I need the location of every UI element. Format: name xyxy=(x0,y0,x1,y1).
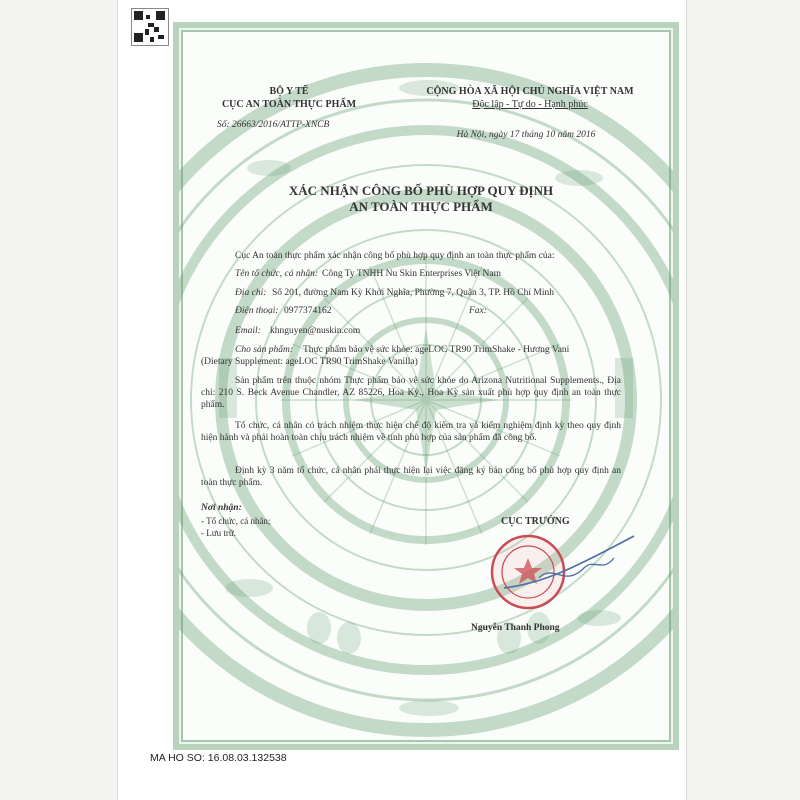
ministry-name: BỘ Y TẾ xyxy=(269,86,309,97)
org-value: Công Ty TNHH Nu Skin Enterprises Việt Nam xyxy=(322,269,501,279)
phone-label: Điện thoại: xyxy=(235,306,279,316)
signatory-name: Nguyễn Thanh Phong xyxy=(471,623,560,633)
fax-label: Fax: xyxy=(469,306,487,316)
intro-text: Cục An toàn thực phẩm xác nhận công bố phù hợp quy định an toàn thực phẩm của: xyxy=(235,251,555,261)
republic-name: CỘNG HÒA XÃ HỘI CHỦ NGHĨA VIỆT NAM xyxy=(426,86,634,97)
recipient-item: - Tổ chức, cá nhân; xyxy=(201,516,271,526)
recipient-item: - Lưu trữ. xyxy=(201,528,236,538)
certificate-title-line1: XÁC NHẬN CÔNG BỐ PHÙ HỢP QUY ĐỊNH xyxy=(288,183,554,198)
recipients-label: Nơi nhận: xyxy=(201,503,242,513)
place-date: Hà Nội, ngày 17 tháng 10 năm 2016 xyxy=(456,130,596,140)
qr-code xyxy=(131,8,169,46)
product-value-english: (Dietary Supplement: ageLOC TR90 TrimShake Vanilla) xyxy=(201,357,418,367)
agency-name: CỤC AN TOÀN THỰC PHẨM xyxy=(221,99,357,110)
record-code: MA HO SO: 16.08.03.132538 xyxy=(150,752,287,764)
email-value: khnguyen@nuskin.com xyxy=(270,326,361,336)
paragraph-manufacturer: Sản phẩm trên thuộc nhóm Thực phẩm bảo vệ sức khỏe do Arizona Nutritional Supplements., Địa chỉ: 210 S. Beck Avenue Chandler, AZ 85226, Hoa Kỳ., Hoa Kỳ sản xuất phù hợp quy định an toàn thực phẩm. xyxy=(201,376,621,410)
product-label: Cho sản phẩm: xyxy=(235,345,294,355)
official-stamp xyxy=(484,528,644,618)
document-number: Số: 26663/2016/ATTP-XNCB xyxy=(217,120,330,130)
paragraph-renewal: Định kỳ 3 năm tổ chức, cá nhân phải thực hiện lại việc đăng ký bản công bố phù hợp quy định an toàn thực phẩm. xyxy=(201,466,621,488)
national-motto: Độc lập - Tự do - Hạnh phúc xyxy=(472,99,588,110)
email-label: Email: xyxy=(235,326,261,336)
certificate-title-line2: AN TOÀN THỰC PHẨM xyxy=(349,199,493,214)
signatory-title: CỤC TRƯỞNG xyxy=(501,516,570,527)
paragraph-responsibility: Tổ chức, cá nhân có trách nhiệm thực hiện chế độ kiểm tra và kiểm nghiệm định kỳ theo quy định hiện hành và phải hoàn toàn chịu trách nhiệm về tính phù hợp của sản phẩm đã công bố. xyxy=(201,421,621,443)
certificate xyxy=(173,22,679,750)
address-value: Số 201, đường Nam Kỳ Khởi Nghĩa, Phường 7, Quận 3, TP. Hồ Chí Minh xyxy=(272,288,554,298)
phone-value: 0977374162 xyxy=(284,306,332,316)
address-label: Địa chỉ: xyxy=(235,288,267,298)
org-label: Tên tổ chức, cá nhân: xyxy=(235,269,319,279)
product-value: Thực phẩm bảo vệ sức khỏe: ageLOC TR90 TrimShake - Hương Vani xyxy=(303,345,570,355)
